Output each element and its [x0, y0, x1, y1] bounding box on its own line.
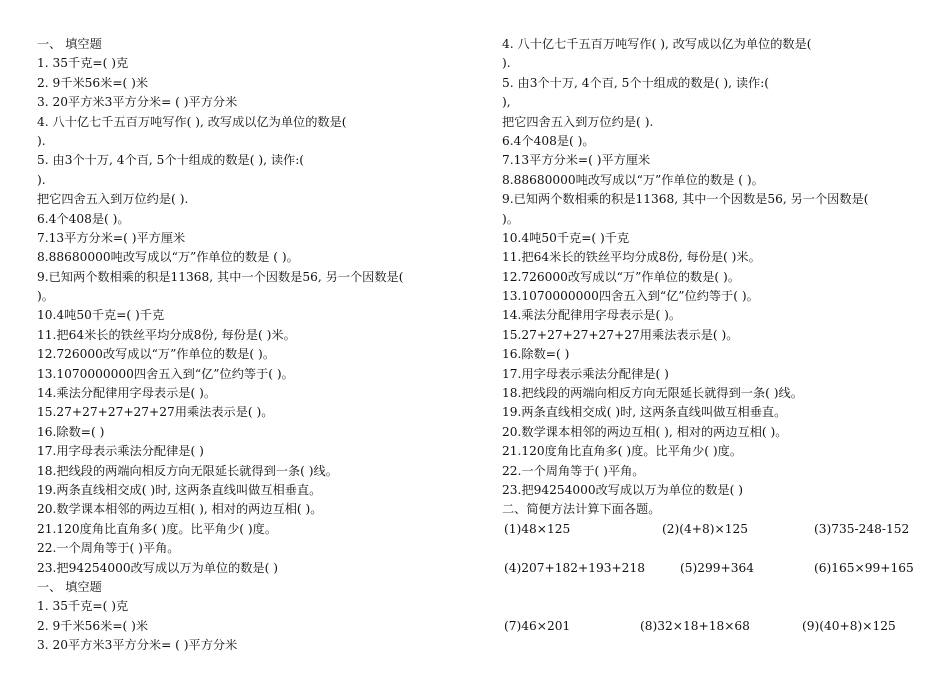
section-heading: 一、 填空题: [37, 579, 102, 594]
question-line: 18.把线段的两端向相反方向无限延长就得到一条( )线。: [502, 386, 803, 401]
calc-item: (7)46×201: [504, 619, 571, 633]
calc-row: [502, 617, 914, 636]
question-line: )。: [502, 211, 519, 226]
calc-item: (1)48×125: [504, 522, 571, 536]
question-line: 19.两条直线相交成( )时, 这两条直线叫做互相垂直。: [502, 405, 787, 420]
question-line: )。: [37, 289, 54, 304]
question-line: 11.把64米长的铁丝平均分成8份, 每份是( )米。: [502, 250, 761, 265]
question-line: 21.120度角比直角多( )度。比平角少( )度。: [37, 521, 278, 536]
question-line: 6.4个408是( )。: [502, 133, 595, 148]
question-line: 5. 由3个十万, 4个百, 5个十组成的数是( ), 读作:(: [37, 153, 305, 168]
question-line: ),: [502, 95, 511, 110]
section-heading: 二、简便方法计算下面各题。: [502, 502, 661, 517]
question-line: 19.两条直线相交成( )时, 这两条直线叫做互相垂直。: [37, 482, 322, 497]
calc-row: [502, 559, 914, 578]
question-line: ).: [502, 56, 511, 71]
question-line: 8.88680000吨改写成以“万”作单位的数是 ( )。: [37, 250, 299, 265]
question-line: 15.27+27+27+27+27用乘法表示是( )。: [37, 405, 274, 420]
question-line: 20.数学课本相邻的两边互相( ), 相对的两边互相( )。: [502, 424, 788, 439]
question-line: 13.1070000000四舍五入到“亿”位约等于( )。: [502, 289, 759, 304]
question-line: 把它四舍五入到万位约是( ).: [37, 192, 189, 207]
question-line: 17.用字母表示乘法分配律是( ): [37, 444, 204, 459]
question-line: 23.把94254000改写成以万为单位的数是( ): [502, 482, 744, 497]
question-line: 12.726000改写成以“万”作单位的数是( )。: [502, 269, 741, 284]
calc-item: (4)207+182+193+218: [504, 561, 645, 575]
question-line: 14.乘法分配律用字母表示是( )。: [502, 308, 682, 323]
question-line: 4. 八十亿七千五百万吨写作( ), 改写成以亿为单位的数是(: [502, 37, 812, 51]
question-line: 3. 20平方米3平方分米= ( )平方分米: [37, 95, 238, 110]
calc-item: (6)165×99+165: [814, 561, 914, 575]
question-line: 1. 35千克=( )克: [37, 56, 129, 71]
question-line: 16.除数=( ): [37, 424, 105, 439]
question-line: 11.把64米长的铁丝平均分成8份, 每份是( )米。: [37, 327, 296, 342]
question-line: 9.已知两个数相乘的积是11368, 其中一个因数是56, 另一个因数是(: [502, 192, 869, 207]
calc-item: (2)(4+8)×125: [662, 522, 748, 536]
question-line: 把它四舍五入到万位约是( ).: [502, 114, 654, 129]
question-line: 7.13平方分米=( )平方厘米: [37, 230, 186, 245]
calc-row: [502, 520, 914, 539]
section-heading: 一、 填空题: [37, 37, 102, 51]
question-line: 13.1070000000四舍五入到“亿”位约等于( )。: [37, 366, 294, 381]
question-line: 18.把线段的两端向相反方向无限延长就得到一条( )线。: [37, 463, 338, 478]
question-line: 1. 35千克=( )克: [37, 599, 129, 614]
question-line: 10.4吨50千克=( )千克: [502, 230, 630, 245]
question-line: 6.4个408是( )。: [37, 211, 130, 226]
left-column: [37, 35, 457, 656]
question-line: 15.27+27+27+27+27用乘法表示是( )。: [502, 327, 739, 342]
question-line: 4. 八十亿七千五百万吨写作( ), 改写成以亿为单位的数是(: [37, 114, 347, 129]
calc-item: (3)735-248-152: [814, 522, 910, 536]
question-line: 9.已知两个数相乘的积是11368, 其中一个因数是56, 另一个因数是(: [37, 269, 404, 284]
question-line: 8.88680000吨改写成以“万”作单位的数是 ( )。: [502, 172, 764, 187]
right-column: [502, 35, 914, 520]
question-line: 14.乘法分配律用字母表示是( )。: [37, 386, 217, 401]
question-line: 12.726000改写成以“万”作单位的数是( )。: [37, 347, 276, 362]
question-line: ).: [37, 133, 46, 148]
question-line: 16.除数=( ): [502, 347, 570, 362]
question-line: 7.13平方分米=( )平方厘米: [502, 153, 651, 168]
question-line: 5. 由3个十万, 4个百, 5个十组成的数是( ), 读作:(: [502, 75, 770, 90]
calc-item: (9)(40+8)×125: [802, 619, 896, 633]
question-line: 2. 9千米56米=( )米: [37, 75, 149, 90]
question-line: 2. 9千米56米=( )米: [37, 618, 149, 633]
question-line: 23.把94254000改写成以万为单位的数是( ): [37, 560, 279, 575]
question-line: ).: [37, 172, 46, 187]
question-line: 20.数学课本相邻的两边互相( ), 相对的两边互相( )。: [37, 502, 323, 517]
calc-item: (5)299+364: [680, 561, 754, 575]
question-line: 21.120度角比直角多( )度。比平角少( )度。: [502, 444, 743, 459]
question-line: 3. 20平方米3平方分米= ( )平方分米: [37, 638, 238, 653]
question-line: 17.用字母表示乘法分配律是( ): [502, 366, 669, 381]
question-line: 22.一个周角等于( )平角。: [37, 541, 180, 556]
question-line: 10.4吨50千克=( )千克: [37, 308, 165, 323]
calc-item: (8)32×18+18×68: [640, 619, 750, 633]
question-line: 22.一个周角等于( )平角。: [502, 463, 645, 478]
